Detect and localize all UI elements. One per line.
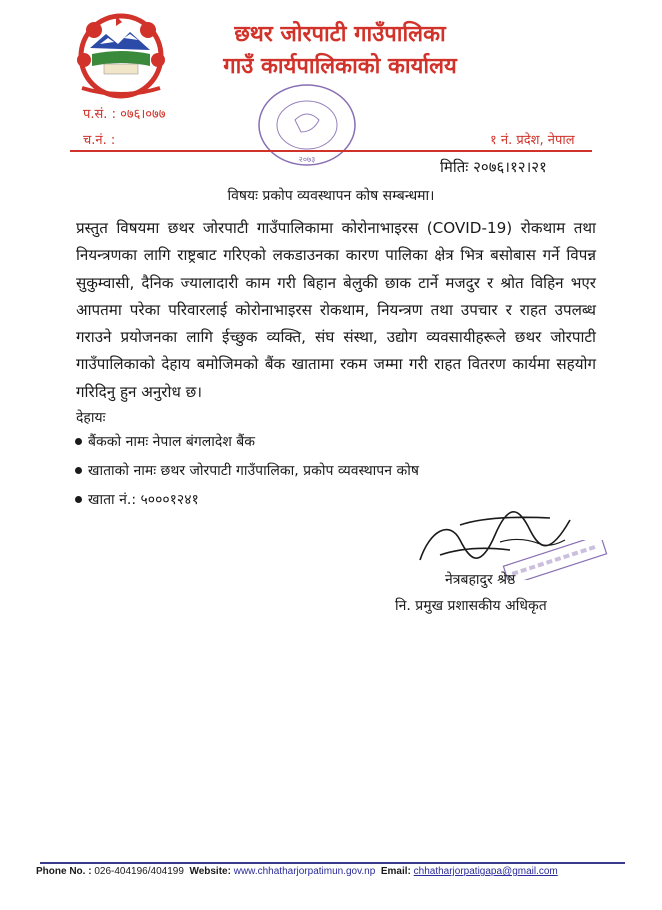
bullet-icon [75,438,82,445]
email-link[interactable]: chhatharjorpatigapa@gmail.com [413,866,558,877]
account-name: खाताको नामः छथर जोरपाटी गाउँपालिका, प्रकोप व्यवस्थापन कोष [88,463,419,479]
website-link[interactable]: www.chhatharjorpatimun.gov.np [233,866,376,877]
dispatch-number: च.नं. : [83,133,116,148]
account-number: खाता नं.: ५०००१२४१ [88,492,199,508]
website-label: Website: [189,866,231,877]
list-item [75,490,199,509]
phone-number: 026-404196/404199 [94,866,184,877]
phone-label: Phone No. : [36,866,92,877]
bullet-icon [75,467,82,474]
footer-contact [36,866,558,877]
signatory-title: नि. प्रमुख प्रशासकीय अधिकृत [395,598,547,614]
bank-name: बैंकको नामः नेपाल बंगलादेश बैंक [88,434,256,450]
office-seal-stamp [255,80,360,170]
bullet-icon [75,496,82,503]
letterhead-title-municipality: छथर जोरपाटी गाउँपालिका [234,22,446,47]
letter-date: मितिः २०७६।१२।२१ [440,158,547,176]
letter-subject: विषयः प्रकोप व्यवस्थापन कोष सम्बन्धमा। [227,188,435,204]
letter-body: प्रस्तुत विषयमा छथर जोरपाटी गाउँपालिकामा कोरोनाभाइरस (COVID-19) रोकथाम तथा नियन्त्रणका लागि राष्ट्रबाट गरिएको लकडाउनका कारण पालिका क्षेत्र भित्र बसोबास गर्ने विपन्न सुकुम्वासी, दैनिक ज्यालादारी काम गरी बिहान बेलुकी छाक टार्ने मजदुर र श्रोत विहिन भएर आपतमा परेका परिवारलाई कोरोनाभाइरस रोकथाम, नियन्त्रण तथा उपचार र राहत उपलब्ध गराउने प्रयोजनका लागि ईच्छुक व्यक्ति, संघ संस्था, उद्योग व्यवसायीहरूले छथर जोरपाटी गाउँपालिकाको देहाय बमोजिमको बैंक खातामा रकम जम्मा गरी राहत वितरण कार्यमा सहयोग गरिदिनु हुन अनुरोध छ। [76,219,596,401]
province-label: १ नं. प्रदेश, नेपाल [490,133,575,148]
signatory-name: नेत्रबहादुर श्रेष्ठ [445,572,516,588]
nepal-emblem-logo [62,8,180,100]
details-heading: देहायः [76,410,106,426]
reference-number: प.सं. : ०७६।०७७ [83,107,166,122]
designation-stamp [500,540,610,580]
svg-text:२०७३: २०७३ [298,155,316,164]
footer-divider [40,862,625,864]
letterhead-title-office: गाउँ कार्यपालिकाको कार्यालय [223,54,457,79]
list-item [75,432,255,451]
list-item [75,461,419,480]
header-divider [70,150,592,152]
email-label: Email: [380,866,411,877]
